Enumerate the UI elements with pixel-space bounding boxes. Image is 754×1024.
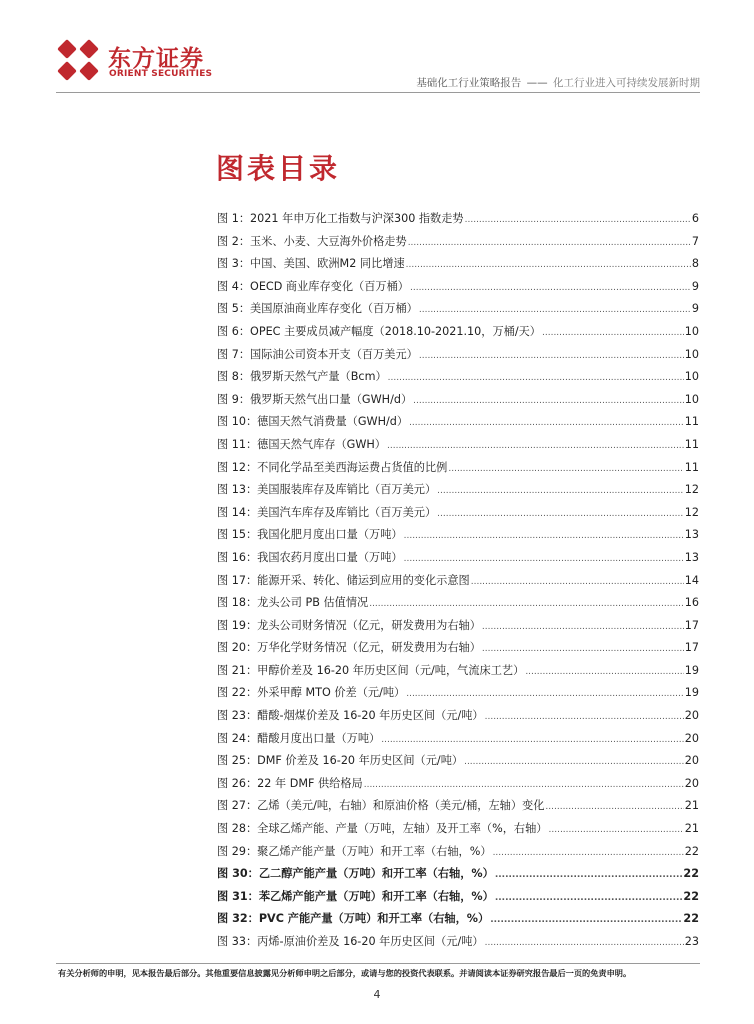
toc-item-label: 图 28：全球乙烯产能、产量（万吨，左轴）及开工率（%，右轴） bbox=[217, 822, 548, 836]
toc-item-label: 图 12：不同化学品至美西海运费占货值的比例 bbox=[217, 460, 448, 474]
toc-item[interactable] bbox=[217, 346, 699, 369]
toc-item[interactable] bbox=[217, 797, 699, 820]
toc-item-label: 图 18：龙头公司 PB 估值情况 bbox=[217, 596, 369, 610]
toc-item-page: 22 bbox=[683, 912, 699, 926]
toc-leader-dots bbox=[369, 599, 684, 609]
toc-item-page: 9 bbox=[691, 279, 699, 293]
toc-item-page: 7 bbox=[691, 234, 699, 248]
toc-item-label: 图 24：醋酸月度出口量（万吨） bbox=[217, 731, 381, 745]
toc-item[interactable] bbox=[217, 933, 699, 956]
toc-leader-dots bbox=[408, 238, 691, 248]
toc-item[interactable] bbox=[217, 549, 699, 572]
toc-item-label: 图 27：乙烯（美元/吨，右轴）和原油价格（美元/桶，左轴）变化 bbox=[217, 799, 545, 813]
toc-leader-dots bbox=[495, 893, 683, 903]
toc-item-page: 12 bbox=[684, 483, 699, 497]
toc-item-page: 17 bbox=[684, 641, 699, 655]
toc-leader-dots bbox=[542, 328, 684, 338]
toc-item[interactable] bbox=[217, 436, 699, 459]
toc-item-page: 16 bbox=[684, 596, 699, 610]
toc-item-page: 13 bbox=[684, 550, 699, 564]
toc-leader-dots bbox=[406, 689, 684, 699]
toc-leader-dots bbox=[404, 554, 684, 564]
toc-leader-dots bbox=[464, 757, 684, 767]
toc-item-page: 19 bbox=[684, 663, 699, 677]
toc-item[interactable] bbox=[217, 300, 699, 323]
toc-item-label: 图 4：OECD 商业库存变化（百万桶） bbox=[217, 279, 409, 293]
toc-item-page: 12 bbox=[684, 505, 699, 519]
toc-item-label: 图 10：德国天然气消费量（GWH/d） bbox=[217, 415, 409, 429]
toc-item-label: 图 30：乙二醇产能产量（万吨）和开工率（右轴，%） bbox=[217, 867, 494, 881]
toc-item-label: 图 15：我国化肥月度出口量（万吨） bbox=[217, 528, 403, 542]
page-number: 4 bbox=[373, 988, 381, 1001]
toc-item-label: 图 3：中国、美国、欧洲M2 同比增速 bbox=[217, 257, 405, 271]
toc-leader-dots bbox=[419, 305, 691, 315]
toc-item[interactable] bbox=[217, 210, 699, 233]
toc-item[interactable] bbox=[217, 639, 699, 662]
toc-leader-dots bbox=[388, 373, 684, 383]
toc-item[interactable] bbox=[217, 684, 699, 707]
toc-leader-dots bbox=[465, 215, 691, 225]
toc-item-page: 9 bbox=[691, 302, 699, 316]
toc-item-label: 图 33：丙烯-原油价差及 16-20 年历史区间（元/吨） bbox=[217, 935, 484, 948]
toc-item-label: 图 1：2021 年申万化工指数与沪深300 指数走势 bbox=[217, 212, 464, 225]
toc-item-label: 图 32：PVC 产能产量（万吨）和开工率（右轴，%） bbox=[217, 912, 490, 926]
toc-leader-dots bbox=[437, 486, 684, 496]
toc-item[interactable] bbox=[217, 413, 699, 436]
report-subtitle: 化工行业进入可持续发展新时期 bbox=[553, 77, 700, 89]
toc-leader-dots bbox=[495, 870, 683, 880]
toc-item-page: 21 bbox=[684, 822, 699, 836]
toc-item[interactable] bbox=[217, 730, 699, 753]
toc-item[interactable] bbox=[217, 459, 699, 482]
toc-leader-dots bbox=[406, 260, 691, 270]
toc-item-page: 11 bbox=[684, 415, 699, 429]
footer-disclaimer: 有关分析师的申明，见本报告最后部分。其他重要信息披露见分析师申明之后部分，或请与您的投资代表联系。并请阅读本证券研究报告最后一页的免责申明。 bbox=[58, 968, 632, 978]
toc-item-page: 11 bbox=[684, 460, 699, 474]
toc-item-label: 图 6：OPEC 主要成员减产幅度（2018.10-2021.10，万桶/天） bbox=[217, 324, 541, 338]
toc-leader-dots bbox=[419, 351, 684, 361]
toc-item-label: 图 13：美国服装库存及库销比（百万美元） bbox=[217, 483, 437, 497]
toc-item[interactable] bbox=[217, 888, 699, 911]
toc-item-label: 图 14：美国汽车库存及库销比（百万美元） bbox=[217, 505, 437, 519]
toc-item-page: 8 bbox=[691, 257, 699, 271]
toc-item-page: 20 bbox=[684, 754, 699, 768]
toc-item-page: 22 bbox=[684, 844, 699, 858]
toc-leader-dots bbox=[437, 509, 684, 519]
toc-item-page: 13 bbox=[684, 528, 699, 542]
toc-item[interactable] bbox=[217, 368, 699, 391]
toc-item[interactable] bbox=[217, 526, 699, 549]
toc-item-label: 图 7：国际油公司资本开支（百万美元） bbox=[217, 347, 418, 361]
toc-item-label: 图 20：万华化学财务情况（亿元，研发费用为右轴） bbox=[217, 641, 481, 655]
logo-chinese-name: 东方证券 bbox=[108, 46, 204, 72]
toc-leader-dots bbox=[482, 622, 684, 632]
toc-leader-dots bbox=[410, 283, 691, 293]
toc-item-label: 图 8：俄罗斯天然气产量（Bcm） bbox=[217, 370, 387, 384]
toc-item[interactable] bbox=[217, 707, 699, 730]
toc-item-label: 图 19：龙头公司财务情况（亿元，研发费用为右轴） bbox=[217, 618, 481, 632]
toc-leader-dots bbox=[413, 396, 684, 406]
toc-item-page: 14 bbox=[684, 573, 699, 587]
toc-leader-dots bbox=[482, 644, 684, 654]
orient-logo-icon bbox=[56, 38, 100, 82]
toc-item-page: 17 bbox=[684, 618, 699, 632]
toc-leader-dots bbox=[381, 735, 684, 745]
toc-item[interactable] bbox=[217, 504, 699, 527]
toc-leader-dots bbox=[409, 418, 684, 428]
report-type: 基础化工行业策略报告 bbox=[416, 77, 522, 89]
toc-leader-dots bbox=[549, 825, 684, 835]
toc-title: 图表目录 bbox=[216, 152, 341, 185]
toc-leader-dots bbox=[525, 667, 683, 677]
company-logo bbox=[56, 38, 216, 84]
toc-item-label: 图 16：我国农药月度出口量（万吨） bbox=[217, 550, 403, 564]
toc-item-label: 图 31：苯乙烯产能产量（万吨）和开工率（右轴，%） bbox=[217, 889, 494, 903]
toc-leader-dots bbox=[387, 441, 684, 451]
toc-item-label: 图 9：俄罗斯天然气出口量（GWH/d） bbox=[217, 392, 413, 406]
toc-item-page: 10 bbox=[684, 347, 699, 361]
header-separator: —— bbox=[526, 77, 548, 89]
logo-english-name: ORIENT SECURITIES bbox=[109, 69, 213, 79]
toc-item-label: 图 29：聚乙烯产能产量（万吨）和开工率（右轴，%） bbox=[217, 844, 492, 858]
toc-item[interactable] bbox=[217, 391, 699, 414]
header-divider bbox=[56, 92, 700, 93]
toc-item-page: 22 bbox=[683, 889, 699, 903]
toc-item-label: 图 5：美国原油商业库存变化（百万桶） bbox=[217, 302, 418, 316]
toc-item[interactable] bbox=[217, 572, 699, 595]
toc-item-page: 11 bbox=[684, 437, 699, 451]
toc-leader-dots bbox=[485, 712, 684, 722]
toc-item[interactable] bbox=[217, 617, 699, 640]
toc-item[interactable] bbox=[217, 662, 699, 685]
toc-item-page: 20 bbox=[684, 731, 699, 745]
toc-item[interactable] bbox=[217, 843, 699, 866]
toc-item-label: 图 25：DMF 价差及 16-20 年历史区间（元/吨） bbox=[217, 754, 464, 768]
toc-item-label: 图 2：玉米、小麦、大豆海外价格走势 bbox=[217, 234, 407, 248]
toc-leader-dots bbox=[545, 802, 683, 812]
toc-item-page: 20 bbox=[684, 709, 699, 723]
toc-item-label: 图 23：醋酸-烟煤价差及 16-20 年历史区间（元/吨） bbox=[217, 709, 484, 723]
toc-leader-dots bbox=[490, 915, 682, 925]
toc-item[interactable] bbox=[217, 820, 699, 843]
toc-item[interactable] bbox=[217, 865, 699, 888]
toc-leader-dots bbox=[471, 577, 684, 587]
toc-item-page: 23 bbox=[684, 935, 699, 948]
toc-item[interactable] bbox=[217, 594, 699, 617]
toc-item-page: 10 bbox=[684, 370, 699, 384]
toc-item[interactable] bbox=[217, 481, 699, 504]
toc-item-label: 图 11：德国天然气库存（GWH） bbox=[217, 437, 386, 451]
toc-item-page: 22 bbox=[683, 867, 699, 881]
toc-item-label: 图 21：甲醇价差及 16-20 年历史区间（元/吨，气流床工艺） bbox=[217, 663, 525, 677]
toc-item[interactable] bbox=[217, 233, 699, 256]
toc-item[interactable] bbox=[217, 910, 699, 933]
toc-item-page: 19 bbox=[684, 686, 699, 700]
toc-item-page: 10 bbox=[684, 324, 699, 338]
toc-item-label: 图 26：22 年 DMF 供给格局 bbox=[217, 776, 363, 790]
toc-leader-dots bbox=[364, 780, 684, 790]
toc-leader-dots bbox=[493, 848, 684, 858]
toc-item[interactable] bbox=[217, 752, 699, 775]
toc-item-label: 图 17：能源开采、转化、储运到应用的变化示意图 bbox=[217, 573, 470, 587]
footer-divider bbox=[56, 963, 700, 964]
toc-leader-dots bbox=[448, 464, 683, 474]
toc-item[interactable] bbox=[217, 255, 699, 278]
toc-leader-dots bbox=[404, 531, 684, 541]
toc-list bbox=[217, 210, 699, 956]
toc-item[interactable] bbox=[217, 278, 699, 301]
toc-item-label: 图 22：外采甲醇 MTO 价差（元/吨） bbox=[217, 686, 406, 700]
toc-item-page: 21 bbox=[684, 799, 699, 813]
report-header bbox=[416, 75, 700, 90]
toc-leader-dots bbox=[485, 938, 684, 948]
toc-item[interactable] bbox=[217, 323, 699, 346]
toc-item-page: 6 bbox=[691, 212, 699, 225]
toc-item-page: 20 bbox=[684, 776, 699, 790]
toc-item-page: 10 bbox=[684, 392, 699, 406]
toc-item[interactable] bbox=[217, 775, 699, 798]
